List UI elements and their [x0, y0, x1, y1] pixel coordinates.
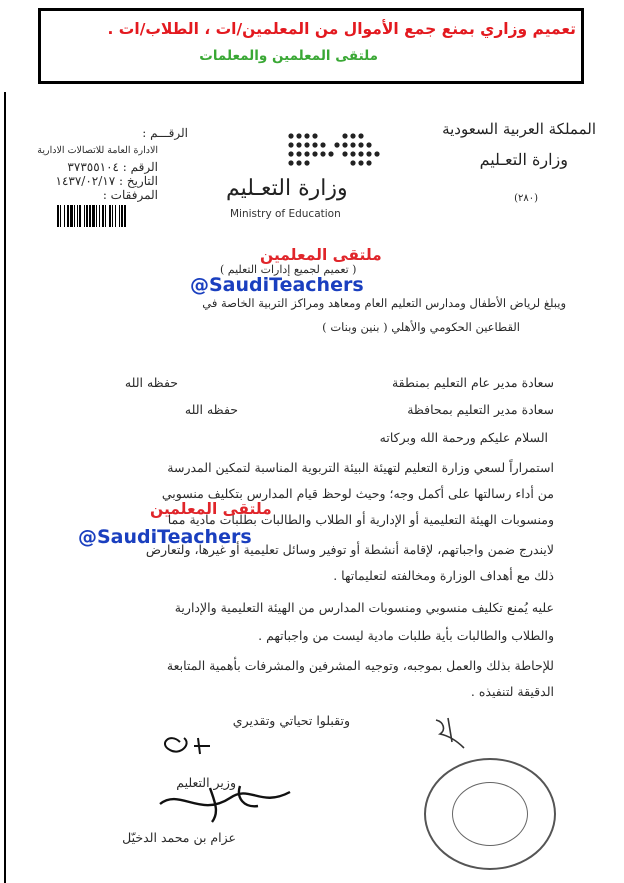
- watermark-site-name: ملتقى المعلمين: [260, 246, 382, 264]
- logo-arabic-text: وزارة التعـليم: [226, 176, 348, 201]
- minister-name: عزام بن محمد الدخيّل: [122, 830, 236, 845]
- watermark-handle-2: @SaudiTeachers: [78, 526, 252, 548]
- paragraph-1-line-1: استمراراً لسعي وزارة التعليم لتهيئة البيئة التربوية المناسبة لتمكين المدرسة: [167, 460, 554, 475]
- addressee-2: سعادة مدير التعليم بمحافظة: [407, 402, 554, 417]
- banner-title: تعميم وزاري بمنع جمع الأموال من المعلمين/ات ، الطلاب/ات .: [107, 20, 576, 38]
- distribution-line-2: القطاعين الحكومي والأهلي ( بنين وبنات ): [322, 320, 520, 334]
- banner-subtitle: ملتقى المعلمين والمعلمات: [199, 48, 378, 64]
- paragraph-2-line-1: عليه يُمنع تكليف منسوبي ومنسوبات المدارس من الهيئة التعليمية والإدارية: [174, 600, 554, 615]
- ministry-logo: [285, 130, 383, 170]
- paragraph-3-line-1: للإحاطة بذلك والعمل بموجبه، وتوجيه المشرفين والمشرفات بأهمية المتابعة: [166, 658, 554, 673]
- circular-heading: ( تعميم لجميع إدارات التعليم ): [220, 263, 357, 276]
- handwritten-initials: [430, 712, 470, 756]
- barcode: [57, 205, 175, 227]
- paragraph-1-line-5: ذلك مع أهداف الوزارة ومخالفته لتعليماتها .: [333, 568, 554, 583]
- minister-title: وزير التعليم: [176, 775, 236, 790]
- greeting: السلام عليكم ورحمة الله وبركاته: [379, 430, 548, 445]
- number-label: الرقـــم :: [142, 126, 188, 140]
- kingdom-name: المملكة العربية السعودية: [442, 120, 596, 138]
- official-stamp-inner-ring: [452, 782, 528, 846]
- reference-number: الرقم : ٣٧٣٥٥١٠٤: [67, 160, 158, 174]
- ministry-name: وزارة التعـليم: [479, 150, 568, 169]
- distribution-line-1: ويبلغ لرياض الأطفال ومدارس التعليم العام ومعاهد ومراكز التربية الخاصة في: [202, 296, 566, 310]
- logo-english-text: Ministry of Education: [230, 208, 341, 220]
- department-name: الادارة العامة للاتصالات الادارية: [37, 145, 158, 156]
- attachments-label: المرفقات :: [102, 188, 158, 202]
- honorific-1: حفظه الله: [124, 375, 178, 390]
- honorific-2: حفظه الله: [184, 402, 238, 417]
- paragraph-1-line-4: لايندرج ضمن واجباتهم، لإقامة أنشطة أو توفير وسائل تعليمية أو غيرها، ولتعارض: [145, 542, 554, 557]
- addressee-1: سعادة مدير عام التعليم بمنطقة: [391, 375, 554, 390]
- watermark-handle: @SaudiTeachers: [190, 274, 364, 296]
- letter-code: (٢٨٠): [514, 193, 538, 204]
- letter-date: التاريخ : ١٤٣٧/٠٢/١٧: [55, 174, 158, 188]
- paragraph-3-line-2: الدقيقة لتنفيذه .: [470, 684, 554, 699]
- paragraph-1-line-3: ومنسوبات الهيئة التعليمية أو الإدارية أو الطلاب والطالبات بطلبات مادية مما: [167, 512, 554, 527]
- paragraph-2-line-2: والطلاب والطالبات بأية طلبات مادية ليست من واجباتهم .: [258, 628, 554, 643]
- watermark-site-name-2: ملتقى المعلمين: [150, 500, 272, 518]
- paragraph-1-line-2: من أداء رسالتها على أكمل وجه؛ وحيث لوحظ قيام المدارس بتكليف منسوبي: [161, 486, 554, 501]
- closing: وتقبلوا تحياتي وتقديري: [232, 713, 350, 728]
- left-border-line: [4, 92, 6, 883]
- barcode-bar: [126, 205, 127, 227]
